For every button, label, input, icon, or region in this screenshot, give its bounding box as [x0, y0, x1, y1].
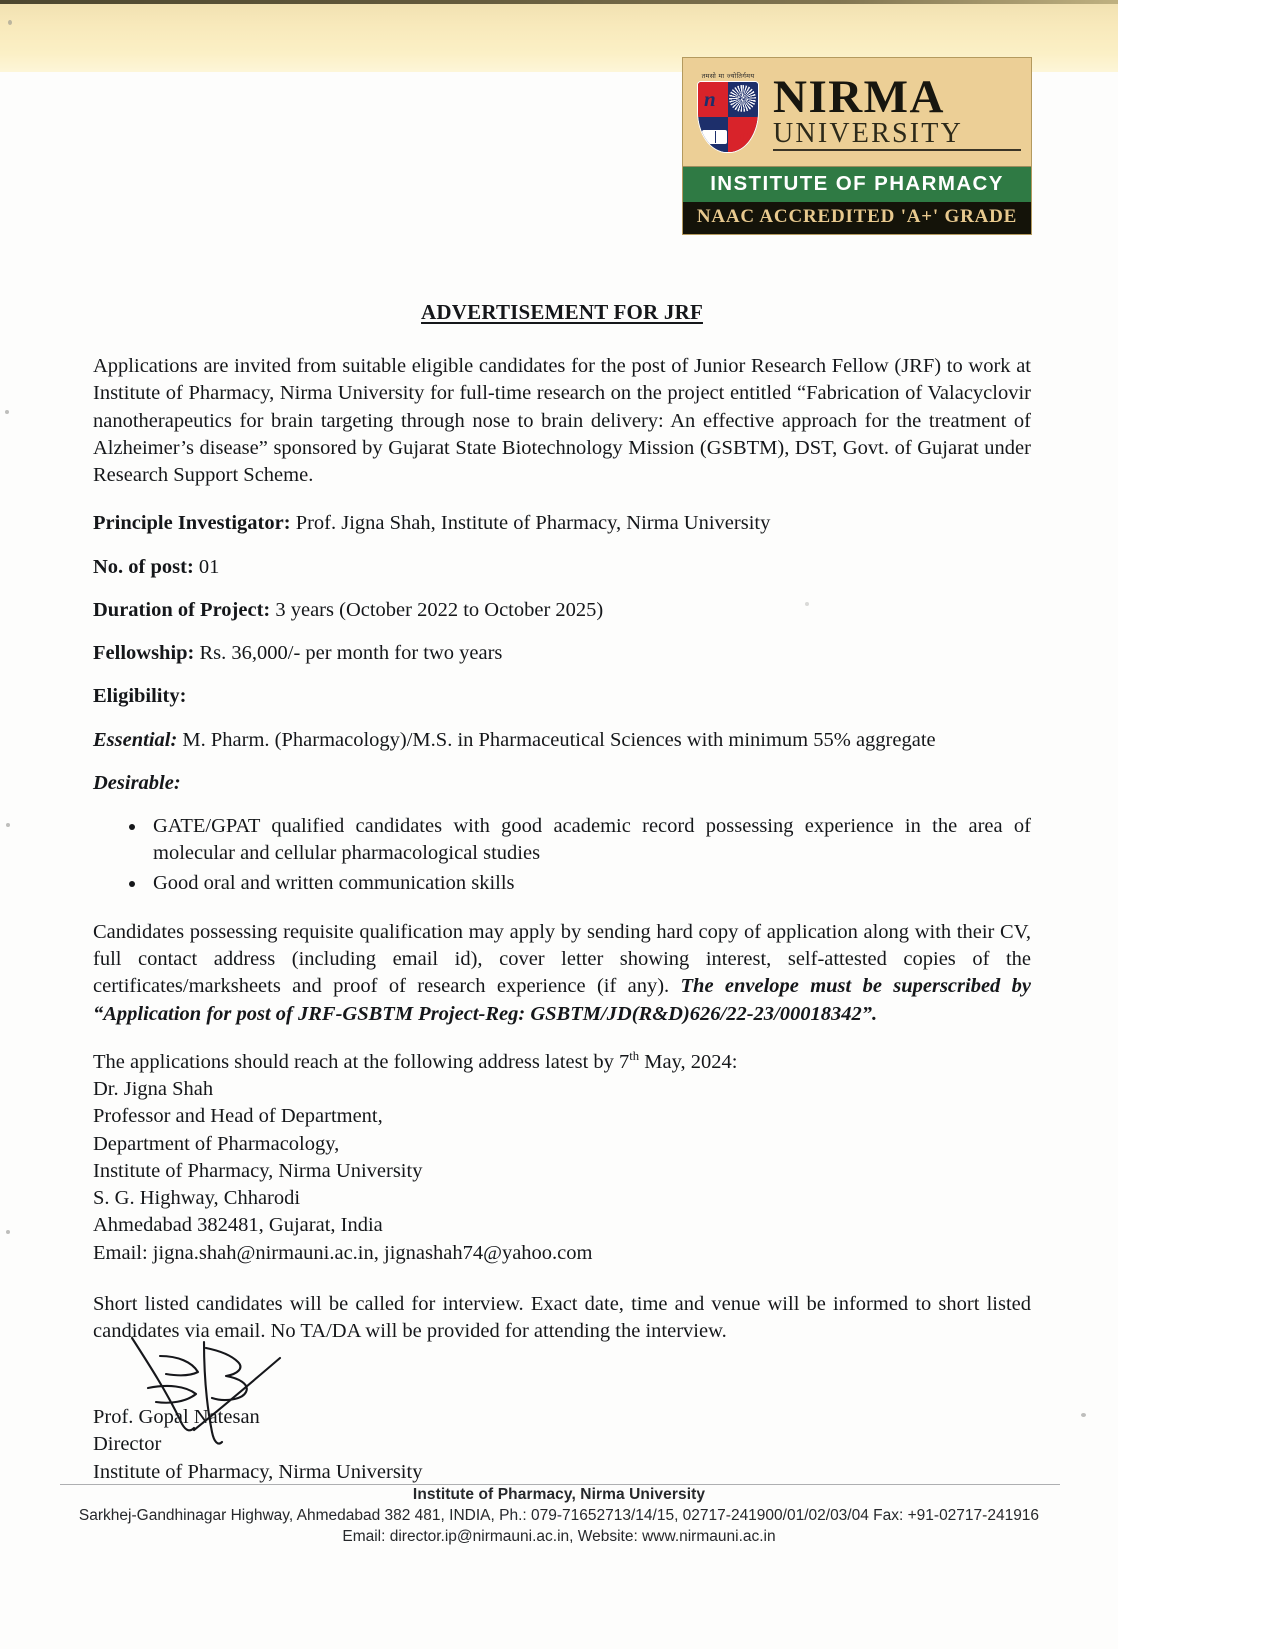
intro-paragraph: Applications are invited from suitable eligible candidates for the post of Junior Research Fellow (JRF) to work at Institute of Pharmacy, Nirma University for full-time research on the project entitled “Fabrication of Valacyclovir nanotherapeutics for brain targeting through nose to brain delivery: An effective approach for the treatment of Alzheimer’s disease” sponsored by Gujarat State Biotechnology Mission (GSBTM), DST, Govt. of Gujarat under Research Support Scheme.: [93, 355, 1031, 486]
scan-dark-edge: [0, 0, 1118, 4]
signatory-block: [93, 1404, 422, 1486]
field-no-of-post: [93, 554, 1031, 581]
address-line: Professor and Head of Department,: [93, 1105, 383, 1128]
eligibility-desirable-label: [93, 770, 1031, 797]
address-line: Ahmedabad 382481, Gujarat, India: [93, 1214, 383, 1237]
deadline-ordinal: th: [629, 1048, 640, 1063]
address-line: S. G. Highway, Chharodi: [93, 1187, 301, 1209]
interview-note: Short listed candidates will be called for interview. Exact date, time and venue will be informed to short listed candidates via email. No TA/DA will be provided for attending the interview.: [93, 1292, 1031, 1342]
field-value: 3 years (October 2022 to October 2025): [270, 598, 604, 621]
logo-wordmark: [769, 70, 1021, 152]
desirable-list: [93, 813, 1031, 897]
application-emphasis: The envelope must be superscribed by “Application for post of JRF-GSBTM Project-Reg: GSBTM/JD(R&D)626/22-23/00018342”.: [93, 975, 1031, 1025]
logo-main-band: [683, 58, 1031, 166]
address-line: Department of Pharmacology,: [93, 1132, 340, 1155]
scan-white-margin: [1118, 0, 1275, 1649]
address-line: Institute of Pharmacy, Nirma University: [93, 1159, 423, 1182]
crest-sun-icon: [729, 85, 756, 112]
list-item: • Good oral and written communication skills: [147, 870, 1031, 897]
field-label: Duration of Project:: [93, 598, 271, 621]
footer-institute-name: Institute of Pharmacy, Nirma University: [412, 1486, 706, 1503]
footer-divider: [60, 1484, 1060, 1485]
desirable-label: Desirable:: [93, 771, 181, 794]
field-label: Eligibility:: [93, 685, 187, 708]
field-fellowship: [93, 640, 1031, 667]
crest-book-icon: [702, 130, 727, 144]
field-principle-investigator: [93, 510, 1031, 537]
signatory-affiliation: Institute of Pharmacy, Nirma University: [93, 1460, 423, 1483]
footer-email-website-line: Email: director.ip@nirmauni.ac.in, Website: www.nirmauni.ac.in: [342, 1528, 776, 1545]
field-eligibility: [93, 683, 1031, 710]
scan-speck: [8, 20, 12, 25]
field-label: Fellowship:: [93, 642, 195, 664]
address-email-line: Email: jigna.shah@nirmauni.ac.in, jignashah74@yahoo.com: [93, 1241, 593, 1264]
page-footer: [0, 1486, 1118, 1546]
signatory-designation: Director: [93, 1433, 162, 1456]
logo-university-subname: UNIVERSITY: [773, 120, 1021, 152]
address-line: Dr. Jigna Shah: [93, 1078, 214, 1100]
field-value: Prof. Jigna Shah, Institute of Pharmacy, Nirma University: [290, 512, 771, 535]
field-label: Principle Investigator:: [93, 512, 291, 535]
crest-letter-u: u: [739, 122, 751, 147]
scan-speck: [6, 823, 10, 827]
scan-speck: [5, 410, 9, 414]
logo-university-name: NIRMA: [773, 70, 945, 123]
list-item: • GATE/GPAT qualified candidates with good academic record possessing experience in the area of molecular and cellular pharmacological studies: [147, 813, 1031, 868]
deadline-suffix: May, 2024:: [639, 1050, 738, 1073]
crest-motto-text: तमसो मा ज्योतिर्गमय: [701, 72, 755, 81]
deadline-prefix: The applications should reach at the following address latest by 7: [93, 1050, 630, 1073]
essential-text: M. Pharm. (Pharmacology)/M.S. in Pharmaceutical Sciences with minimum 55% aggregate: [177, 728, 936, 751]
field-value: Rs. 36,000/- per month for two years: [194, 642, 503, 664]
application-text: Candidates possessing requisite qualification may apply by sending hard copy of application along with their CV, full contact address (including email id), cover letter showing interest, self-attested copies of the certificates/marksheets and proof of research experience (if any).: [93, 920, 1031, 998]
university-crest-icon: [697, 73, 759, 153]
scan-speck: [1081, 1413, 1086, 1417]
scan-speck: [6, 1230, 10, 1234]
page-title: ADVERTISEMENT FOR JRF: [421, 300, 703, 324]
logo-naac-band: NAAC ACCREDITED 'A+' GRADE: [683, 202, 1031, 234]
essential-label: Essential:: [93, 728, 178, 751]
application-instructions: [93, 919, 1031, 1028]
submission-address-block: [93, 1049, 1031, 1267]
field-label: No. of post:: [93, 555, 194, 578]
footer-contact-line: Sarkhej-Gandhinagar Highway, Ahmedabad 382 481, INDIA, Ph.: 079-71652713/14/15, 02717-241900/01/02/03/04 Fax: +91-02717-241916: [78, 1507, 1040, 1524]
nirma-university-logo: [682, 57, 1032, 235]
field-duration-of-project: [93, 597, 1031, 624]
crest-letter-n: n: [704, 86, 716, 111]
document-body: [93, 300, 1031, 1366]
deadline-line: [93, 1049, 1031, 1076]
field-value: 01: [193, 555, 220, 578]
signatory-name: Prof. Gopal Natesan: [93, 1406, 260, 1428]
crest-shield-shape: [697, 81, 759, 153]
logo-institute-band: INSTITUTE OF PHARMACY: [683, 166, 1031, 202]
eligibility-essential: [93, 727, 1031, 754]
